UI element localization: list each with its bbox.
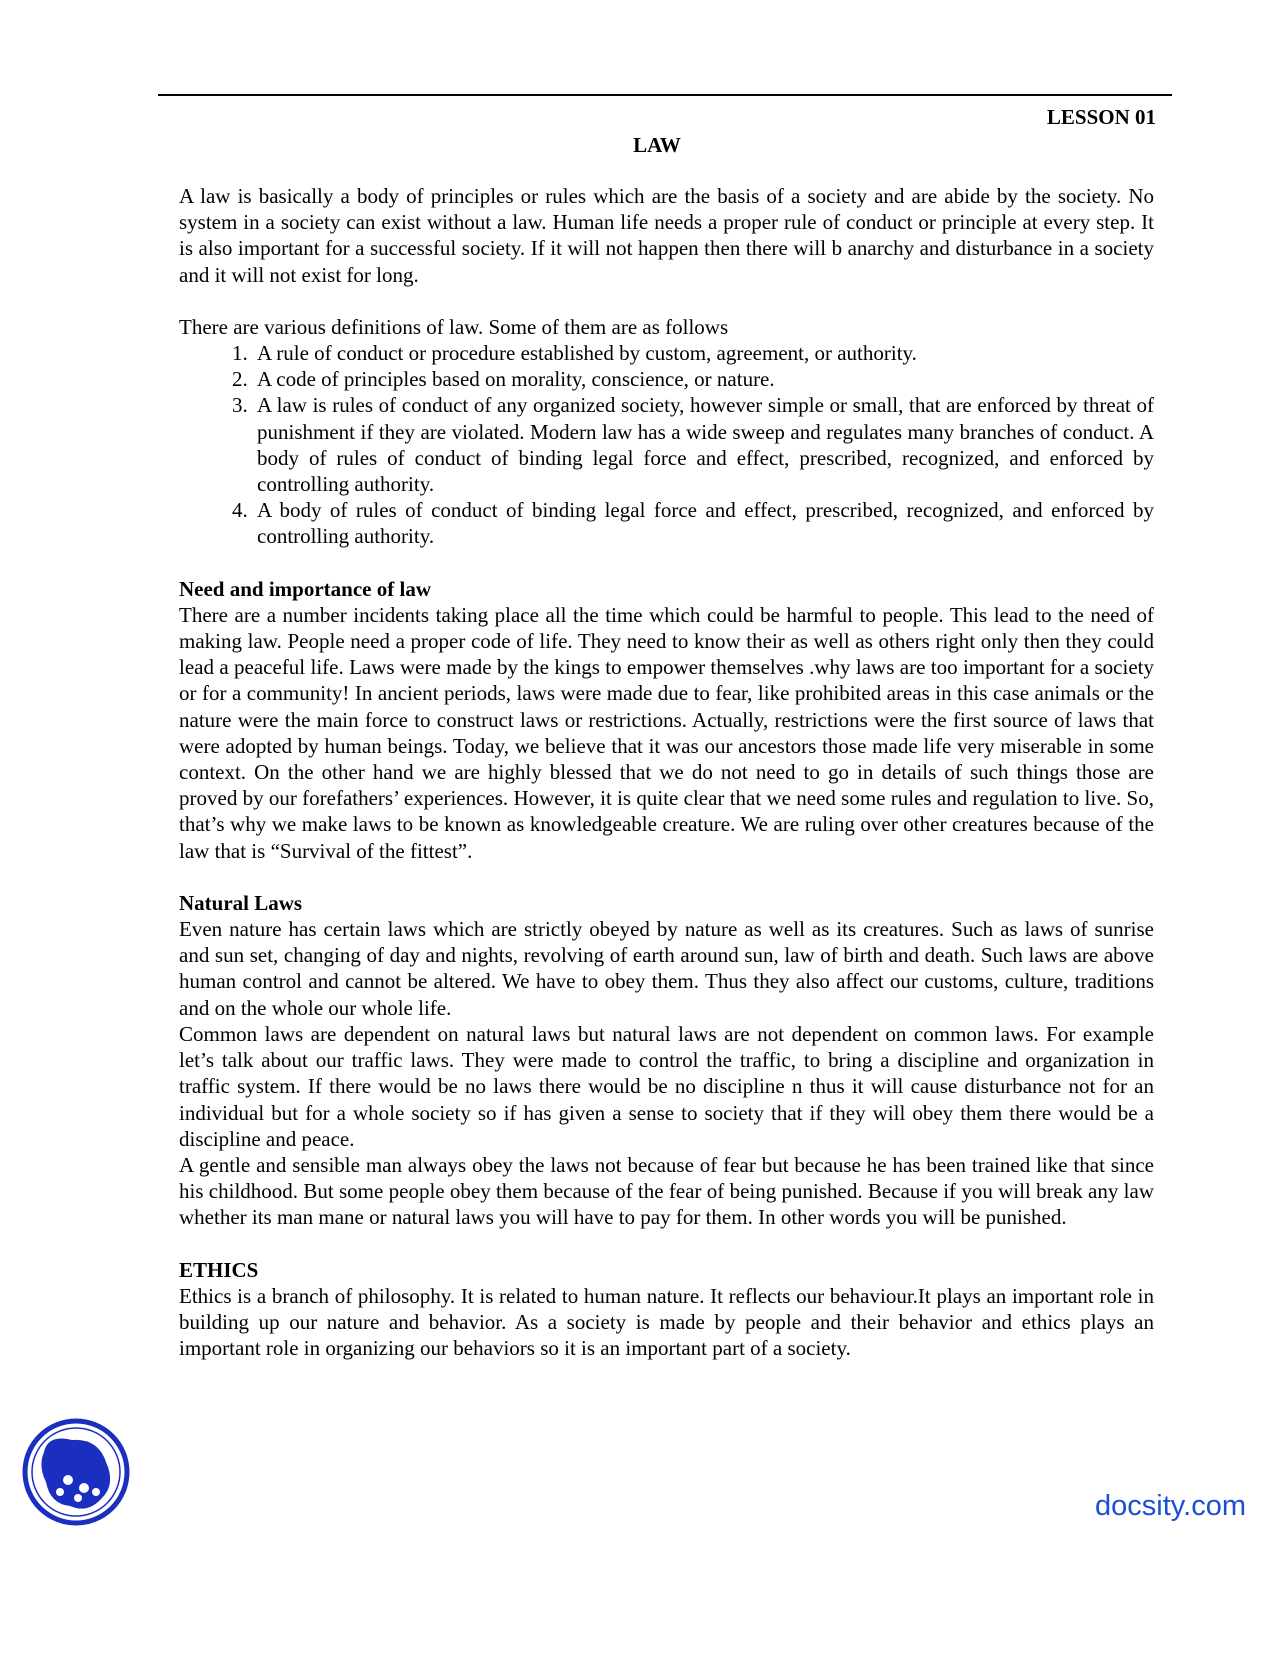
list-item: 4. A body of rules of conduct of binding legal force and effect, prescribed, recognized, and enforced by controlling authority. [253, 497, 1154, 549]
docsity-brand-link[interactable]: docsity.com [1095, 1490, 1246, 1522]
list-item: 1. A rule of conduct or procedure established by custom, agreement, or authority. [253, 340, 1154, 366]
need-paragraph: There are a number incidents taking place all the time which could be harmful to people. This lead to the need of making law. People need a proper code of life. They need to know their as well as others right only then they could lead a peaceful life. Laws were made by the kings to empower themselves .why laws are too important for a society or for a community! In ancient periods, laws were made due to fear, like prohibited areas in this case animals or the nature were the main force to construct laws or restrictions. Actually, restrictions were the first source of laws that were adopted by human beings. Today, we believe that it was our ancestors those made life very miserable in some context. On the other hand we are highly blessed that we do not need to go in details of such things those are proved by our forefathers’ experiences. However, it is quite clear that we need some rules and regulation to live. So, that’s why we make laws to be known as knowledgeable creature. We are ruling over other creatures because of the law that is “Survival of the fittest”. [179, 602, 1154, 863]
list-item: 2. A code of principles based on morality, conscience, or nature. [253, 366, 1154, 392]
section-heading-natural: Natural Laws [179, 890, 303, 915]
page-title: LAW [633, 133, 681, 157]
list-item: 3. A law is rules of conduct of any organized society, however simple or small, that are enforced by threat of punishment if they are violated. Modern law has a wide sweep and regulates many branches of conduct. A body of rules of conduct of binding legal force and effect, prescribed, recognized, and enforced by controlling authority. [253, 392, 1154, 497]
natural-paragraph-3: A gentle and sensible man always obey the laws not because of fear but because he has been trained like that since his childhood. But some people obey them because of the fear of being punished. Because if you will break any law whether its man mane or natural laws you will have to pay for them. In other words you will be punished. [179, 1152, 1154, 1230]
natural-paragraph-2: Common laws are dependent on natural laws but natural laws are not dependent on common laws. For example let’s talk about our traffic laws. They were made to control the traffic, to bring a discipline and organization in traffic system. If there would be no laws there would be no discipline n thus it will cause disturbance not for an individual but for a whole society so if has given a sense to society that if they will obey them there would be a discipline and peace. [179, 1021, 1154, 1151]
definitions-lead: There are various definitions of law. Some of them are as follows [179, 314, 729, 339]
natural-paragraph-1: Even nature has certain laws which are strictly obeyed by nature as well as its creatures. Such as laws of sunrise and sun set, changing of day and nights, revolving of earth around sun, law of birth and death. Such laws are above human control and cannot be altered. We have to obey them. Thus they also affect our customs, culture, traditions and on the whole our whole life. [179, 917, 1154, 1020]
header-rule [158, 94, 1172, 96]
document-body [179, 183, 1154, 1361]
intro-paragraph: A law is basically a body of principles or rules which are the basis of a society and are abide by the society. No system in a society can exist without a law. Human life needs a proper rule of conduct or principle at every step. It is also important for a successful society. If it will not happen then there will b anarchy and disturbance in a society and it will not exist for long. [179, 184, 1154, 287]
docsity-logo-icon[interactable] [22, 1418, 130, 1526]
lesson-number: LESSON 01 [1046, 105, 1156, 129]
definitions-list [179, 340, 1154, 550]
section-heading-need: Need and importance of law [179, 576, 431, 601]
ethics-paragraph: Ethics is a branch of philosophy. It is related to human nature. It reflects our behaviour.It plays an important role in building up our nature and behavior. As a society is made by people and their behavior and ethics plays an important role in organizing our behaviors so it is an important part of a society. [179, 1283, 1154, 1361]
section-heading-ethics: ETHICS [179, 1257, 259, 1282]
